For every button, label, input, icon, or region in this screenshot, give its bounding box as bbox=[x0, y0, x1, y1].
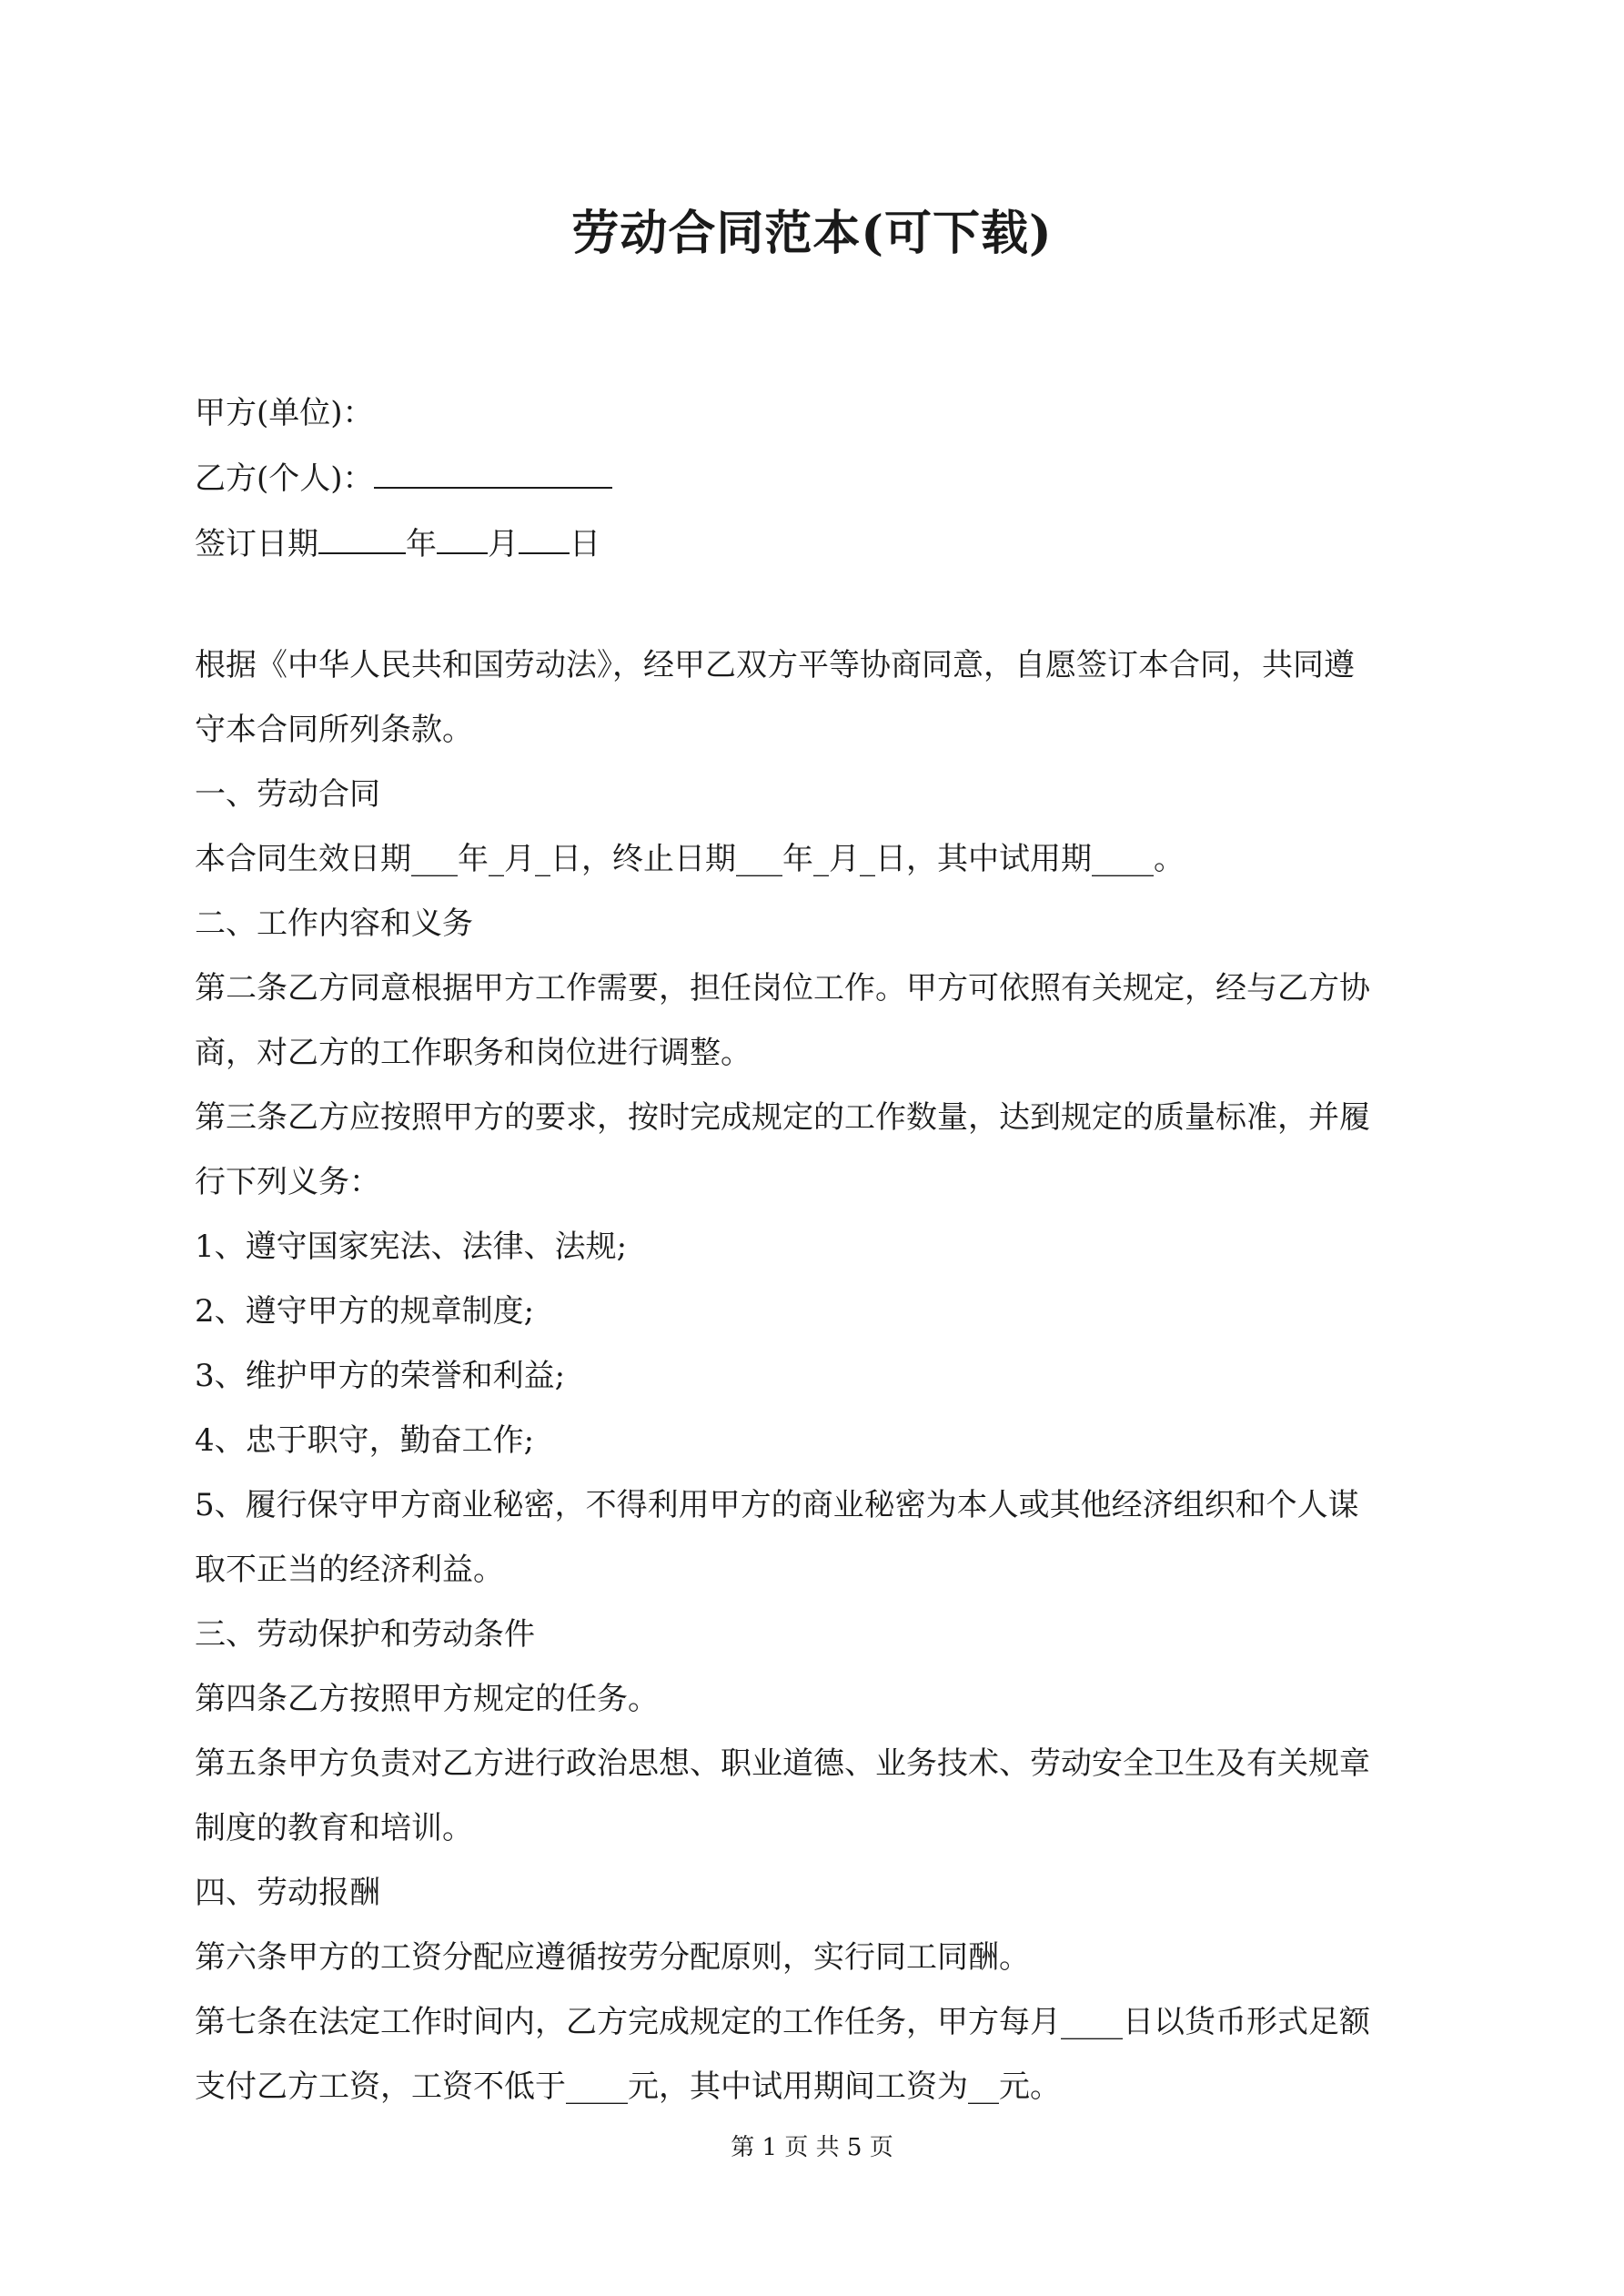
text-line: 制度的教育和培训。 bbox=[195, 1810, 473, 1846]
party-b-blank bbox=[374, 460, 612, 489]
section-heading: 四、劳动报酬 bbox=[195, 1875, 380, 1911]
month-label: 月 bbox=[488, 526, 519, 562]
year-label: 年 bbox=[406, 526, 437, 562]
section-heading: 三、劳动保护和劳动条件 bbox=[195, 1616, 535, 1653]
party-b-label: 乙方(个人)： bbox=[195, 460, 374, 497]
year-blank bbox=[318, 525, 406, 554]
text-line: 行下列义务： bbox=[195, 1164, 380, 1200]
day-blank bbox=[519, 525, 570, 554]
sign-date-line bbox=[195, 511, 1441, 577]
list-item: 2、遵守甲方的规章制度; bbox=[195, 1293, 535, 1330]
page-footer: 第 1 页 共 5 页 bbox=[731, 2134, 893, 2161]
contract-header bbox=[195, 380, 1441, 577]
party-a-line bbox=[195, 380, 1441, 446]
list-item: 4、忠于职守，勤奋工作; bbox=[195, 1422, 535, 1459]
party-a-label: 甲方(单位)： bbox=[195, 395, 374, 431]
text-line: 第四条乙方按照甲方规定的任务。 bbox=[195, 1681, 659, 1717]
text-line: 第七条在法定工作时间内，乙方完成规定的工作任务，甲方每月____日以货币形式足额 bbox=[195, 2004, 1370, 2040]
text-line: 商，对乙方的工作职务和岗位进行调整。 bbox=[195, 1035, 751, 1071]
section-heading: 一、劳动合同 bbox=[195, 776, 380, 813]
text-line: 第五条甲方负责对乙方进行政治思想、职业道德、业务技术、劳动安全卫生及有关规章 bbox=[195, 1745, 1370, 1782]
month-blank bbox=[437, 525, 488, 554]
text-line: 取不正当的经济利益。 bbox=[195, 1552, 504, 1588]
text-line: 守本合同所列条款。 bbox=[195, 712, 473, 748]
day-label: 日 bbox=[570, 526, 600, 562]
section-heading: 二、工作内容和义务 bbox=[195, 905, 473, 942]
text-line: 根据《中华人民共和国劳动法》，经甲乙双方平等协商同意，自愿签订本合同，共同遵 bbox=[195, 647, 1355, 683]
text-line: 第三条乙方应按照甲方的要求，按时完成规定的工作数量，达到规定的质量标准，并履 bbox=[195, 1099, 1370, 1136]
list-item: 5、履行保守甲方商业秘密，不得利用甲方的商业秘密为本人或其他经济组织和个人谋 bbox=[195, 1487, 1359, 1523]
list-item: 1、遵守国家宪法、法律、法规; bbox=[195, 1229, 628, 1265]
party-b-line bbox=[195, 446, 1441, 511]
text-line: 第六条甲方的工资分配应遵循按劳分配原则，实行同工同酬。 bbox=[195, 1939, 1030, 1976]
sign-date-label: 签订日期 bbox=[195, 526, 318, 562]
contract-body bbox=[195, 633, 1443, 2119]
text-line: 本合同生效日期___年_月_日，终止日期___年_月_日，其中试用期____。 bbox=[195, 841, 1185, 877]
text-line: 支付乙方工资，工资不低于____元，其中试用期间工资为__元。 bbox=[195, 2068, 1061, 2105]
list-item: 3、维护甲方的荣誉和利益; bbox=[195, 1358, 566, 1394]
text-line: 第二条乙方同意根据甲方工作需要，担任岗位工作。甲方可依照有关规定，经与乙方协 bbox=[195, 970, 1370, 1006]
document-title: 劳动合同范本(可下载) bbox=[571, 206, 1053, 261]
